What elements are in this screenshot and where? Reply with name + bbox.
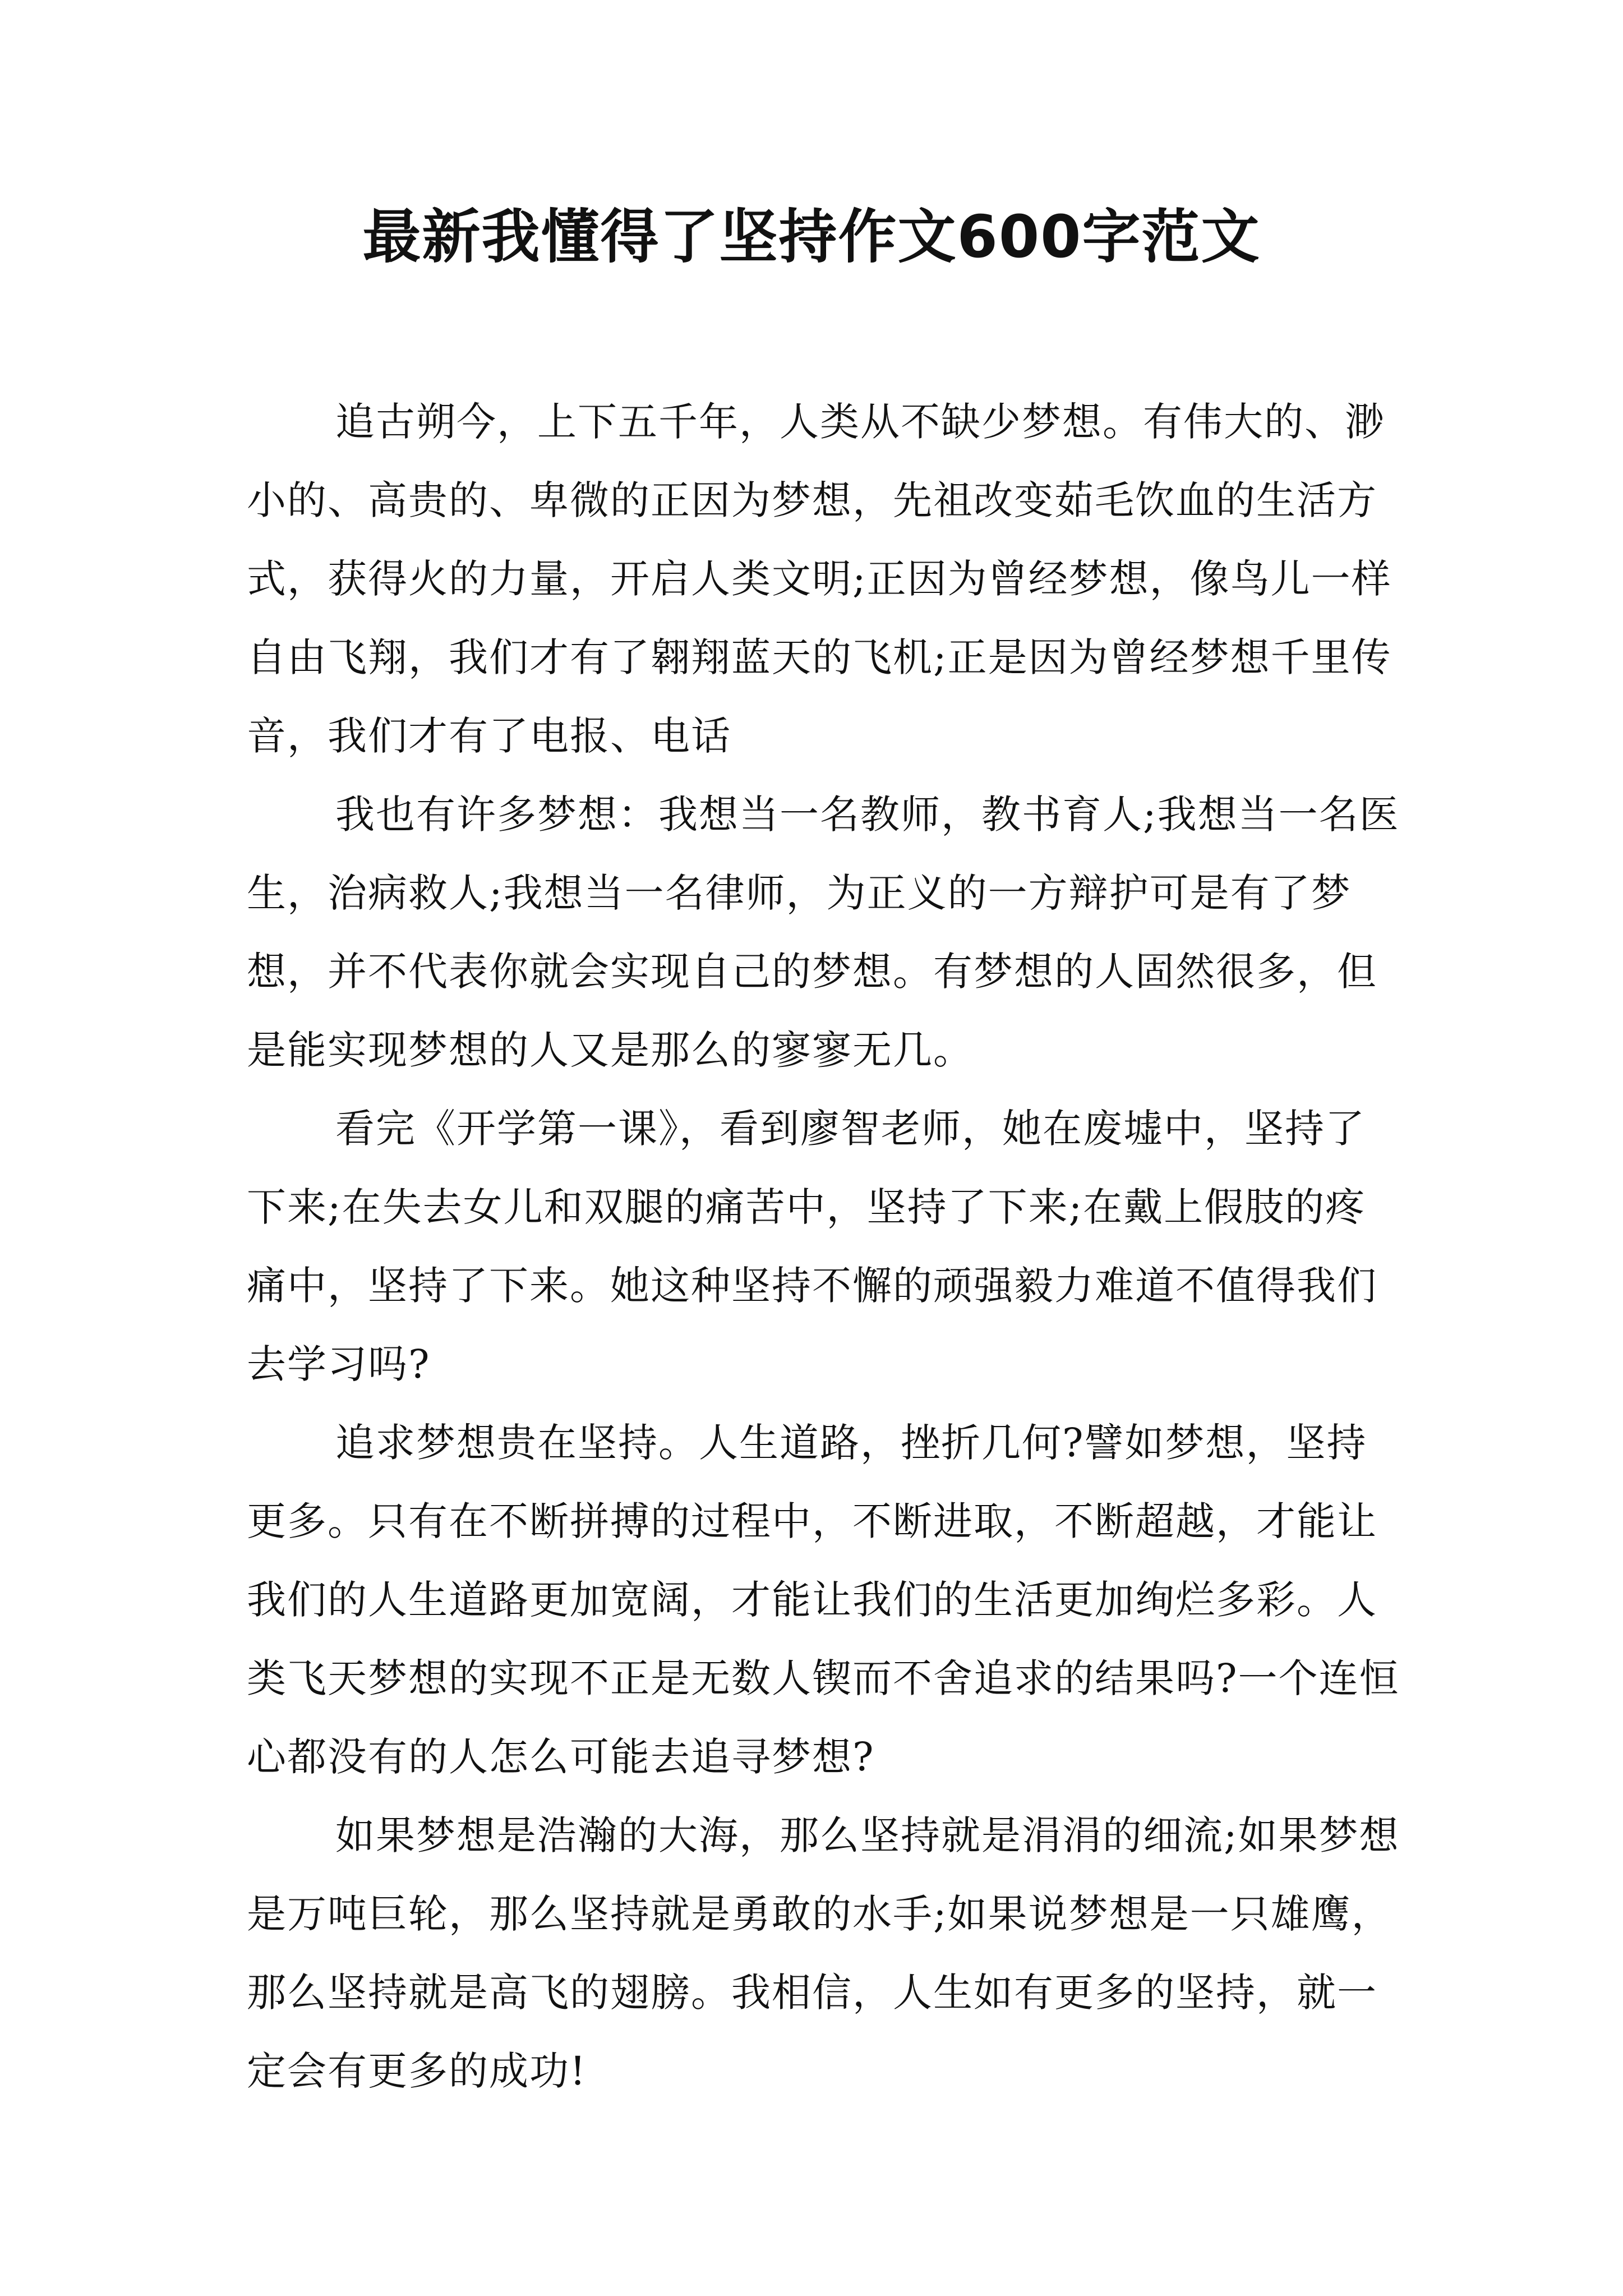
paragraph-2: 我也有许多梦想：我想当一名教师，教书育人;我想当一名医生，治病救人;我想当一名律师，为正义的一方辩护可是有了梦想，并不代表你就会实现自己的梦想。有梦想的人固然很多，但是能实现梦想的人又是那么的寥寥无几。 xyxy=(247,792,1400,1073)
paragraph-3: 看完《开学第一课》，看到廖智老师，她在废墟中，坚持了下来;在失去女儿和双腿的痛苦中，坚持了下来;在戴上假肢的疼痛中，坚持了下来。她这种坚持不懈的顽强毅力难道不值得我们去学习吗? xyxy=(247,1106,1377,1387)
paragraph-1: 追古朔今，上下五千年，人类从不缺少梦想。有伟大的、渺小的、高贵的、卑微的正因为梦想，先祖改变茹毛饮血的生活方式，获得火的力量，开启人类文明;正因为曾经梦想，像鸟儿一样自由飞翔，我们才有了翱翔蓝天的飞机;正是因为曾经梦想千里传音，我们才有了电报、电话 xyxy=(247,399,1392,759)
paragraph-4: 追求梦想贵在坚持。人生道路，挫折几何?譬如梦想，坚持更多。只有在不断拼搏的过程中，不断进取，不断超越，才能让我们的人生道路更加宽阔，才能让我们的生活更加绚烂多彩。人类飞天梦想的实现不正是无数人锲而不舍追求的结果吗?一个连恒心都没有的人怎么可能去追寻梦想? xyxy=(247,1420,1400,1780)
document-body xyxy=(247,383,1402,2110)
paragraph-5: 如果梦想是浩瀚的大海，那么坚持就是涓涓的细流;如果梦想是万吨巨轮，那么坚持就是勇敢的水手;如果说梦想是一只雄鹰，那么坚持就是高飞的翅膀。我相信，人生如有更多的坚持，就一定会有更多的成功! xyxy=(247,1812,1400,2094)
document-title: 最新我懂得了坚持作文600字范文 xyxy=(362,203,1261,271)
